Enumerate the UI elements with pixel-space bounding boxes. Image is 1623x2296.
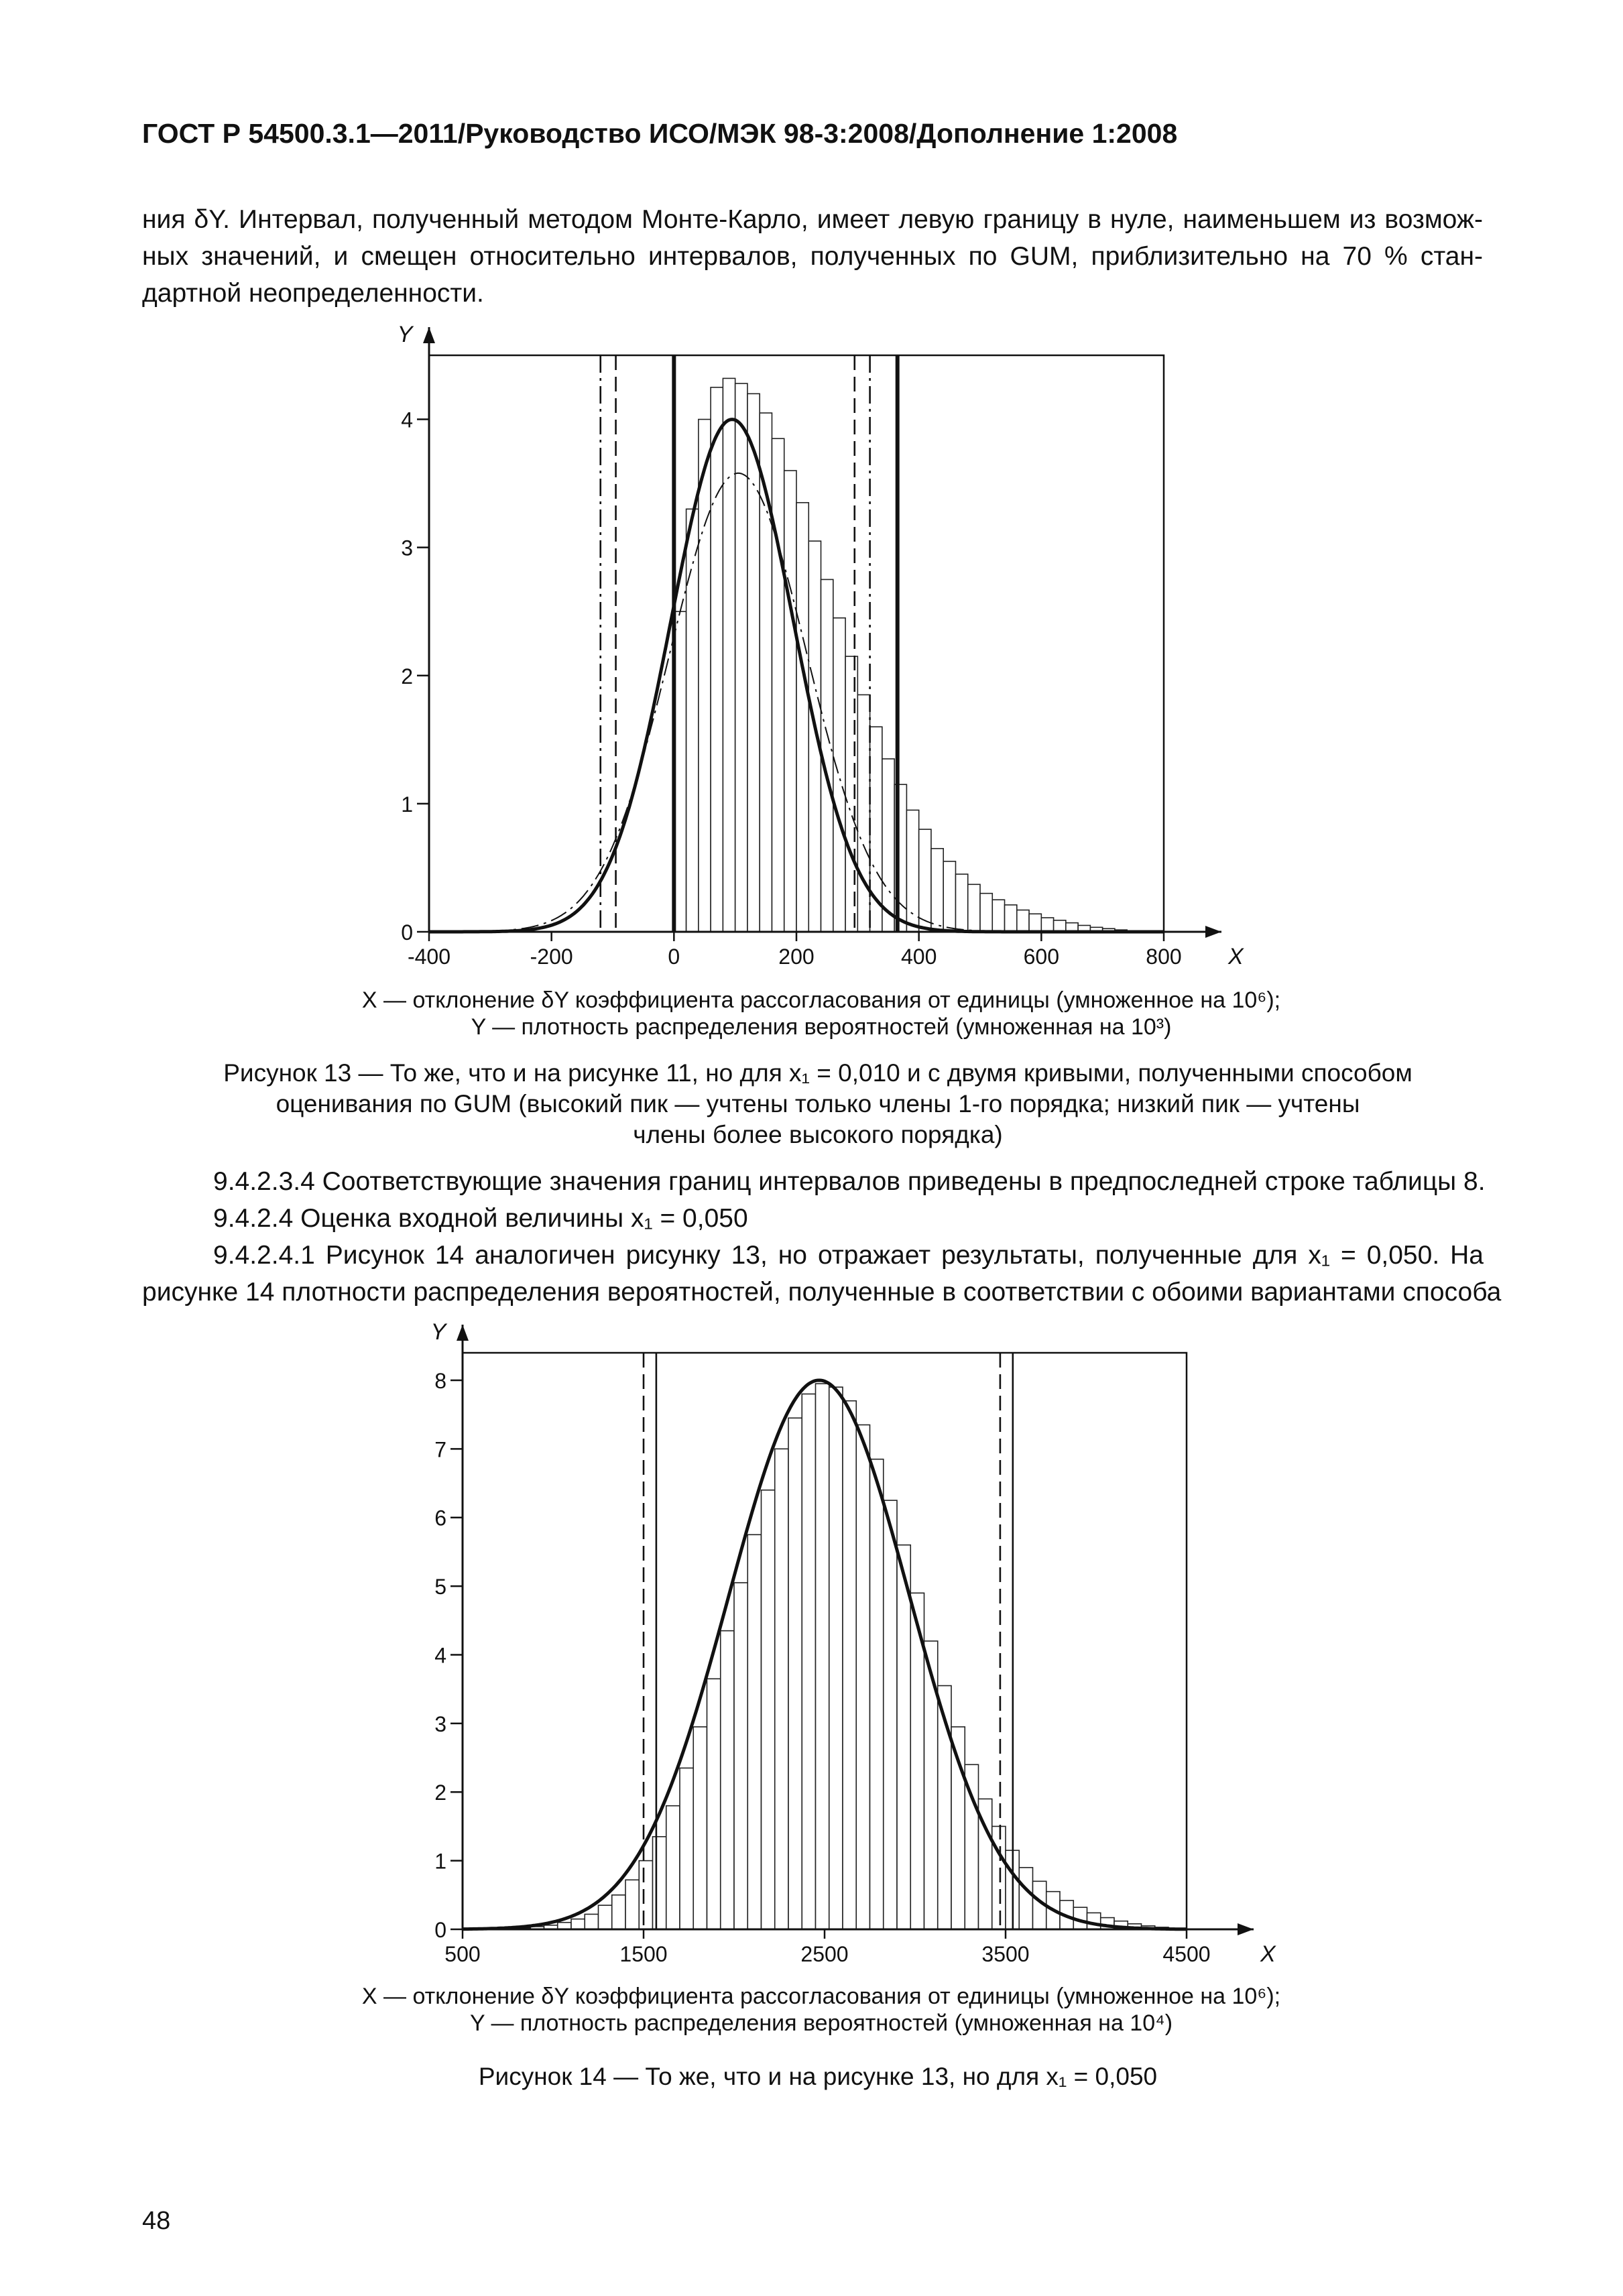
fig14-histogram-bar — [788, 1418, 802, 1929]
fig13-caption-line-2: оценивания по GUM (высокий пик — учтены только члены 1-го порядка; низкий пик — учтены — [276, 1090, 1360, 1117]
fig13-histogram-bar — [1054, 920, 1066, 932]
page-number: 48 — [142, 2207, 171, 2235]
fig14-y-axis-description: Y — плотность распределения вероятностей (умноженная на 10⁴) — [469, 2010, 1173, 2036]
fig14-histogram-bar — [721, 1631, 734, 1929]
fig13-histogram-bar — [772, 438, 784, 932]
fig14-y-tick-label: 3 — [434, 1711, 446, 1736]
section-9-4-2-4: 9.4.2.4 Оценка входной величины x₁ = 0,050 — [213, 1204, 748, 1233]
fig14-histogram-bar — [775, 1449, 788, 1929]
figure-13-chart — [375, 315, 1287, 979]
fig13-x-tick-label: 600 — [1023, 945, 1060, 969]
fig14-histogram-bar — [829, 1387, 843, 1929]
fig14-x-axis-arrow — [1238, 1923, 1254, 1935]
section-9-4-2-3-4: 9.4.2.3.4 Соответствующие значения границ интервалов приведены в предпоследней строке таблицы 8. — [213, 1167, 1486, 1196]
fig14-histogram-bar — [639, 1861, 652, 1929]
fig14-x-tick-label: 500 — [444, 1942, 481, 1966]
fig14-histogram-bar — [816, 1384, 829, 1929]
fig14-x-tick-label: 3500 — [981, 1942, 1030, 1966]
fig13-histogram-bar — [943, 861, 955, 932]
fig13-histogram-bar — [723, 378, 735, 932]
fig13-histogram-bar — [857, 694, 869, 932]
fig13-x-axis-arrow — [1205, 926, 1221, 938]
fig14-histogram-bar — [884, 1500, 897, 1929]
fig14-histogram-bar — [897, 1545, 910, 1929]
fig13-y-axis-letter: Y — [397, 322, 413, 347]
fig13-x-tick-label: 200 — [778, 945, 815, 969]
fig13-y-axis-description: Y — плотность распределения вероятностей (умноженная на 10³) — [471, 1014, 1172, 1040]
fig13-histogram-bar — [808, 541, 821, 932]
fig14-histogram-bar — [1019, 1868, 1032, 1929]
fig14-histogram-bar — [965, 1764, 978, 1929]
fig13-y-tick-label: 2 — [401, 664, 413, 688]
fig14-x-tick-label: 2500 — [800, 1942, 849, 1966]
fig14-histogram-bar — [585, 1914, 598, 1929]
fig14-x-axis-description: X — отклонение δY коэффициента рассогласования от единицы (умноженное на 10⁶); — [361, 1984, 1281, 2009]
fig13-x-tick-label: -400 — [407, 945, 451, 969]
fig14-y-tick-label: 8 — [434, 1368, 446, 1393]
fig13-histogram-bar — [1017, 910, 1029, 932]
fig13-histogram-bar — [1005, 905, 1017, 932]
fig13-histogram-bar — [992, 900, 1004, 932]
fig14-histogram-bar — [653, 1837, 666, 1929]
fig13-y-tick-label: 1 — [401, 792, 413, 817]
fig14-y-tick-label: 6 — [434, 1506, 446, 1530]
fig13-histogram-bar — [955, 874, 967, 932]
fig14-histogram-bar — [802, 1394, 815, 1929]
fig14-histogram-bar — [612, 1895, 625, 1929]
fig14-histogram-bar — [571, 1919, 585, 1929]
fig14-histogram-bar — [1087, 1913, 1101, 1929]
fig13-histogram-bar — [686, 509, 699, 932]
fig13-histogram-bar — [1041, 918, 1053, 932]
figure-14-chart — [396, 1313, 1287, 1976]
fig13-histogram-bar — [711, 387, 723, 932]
fig14-y-tick-label: 5 — [434, 1575, 446, 1599]
section-9-4-2-4-1-line-1: 9.4.2.4.1 Рисунок 14 аналогичен рисунку 13, но отражает результаты, полученные для x₁ = 0,050. На — [213, 1241, 1484, 1270]
fig14-y-tick-label: 0 — [434, 1918, 446, 1942]
fig13-histogram-bar — [784, 471, 796, 932]
fig14-histogram-bar — [693, 1727, 707, 1929]
fig13-histogram-bar — [931, 849, 943, 932]
fig13-histogram-bar — [735, 383, 747, 932]
fig14-histogram-bar — [843, 1401, 856, 1929]
section-9-4-2-4-1-line-2: рисунке 14 плотности распределения вероятностей, полученные в соответствии с обоими вариантами способа — [142, 1278, 1502, 1307]
document-header: ГОСТ Р 54500.3.1—2011/Руководство ИСО/МЭК 98-3:2008/Дополнение 1:2008 — [142, 118, 1178, 149]
fig14-histogram-bar — [666, 1806, 680, 1929]
fig14-y-axis-letter: Y — [430, 1319, 446, 1345]
fig14-y-tick-label: 4 — [434, 1643, 446, 1668]
fig14-y-tick-label: 1 — [434, 1849, 446, 1874]
fig13-x-axis-description: X — отклонение δY коэффициента рассогласования от единицы (умноженное на 10⁶); — [361, 987, 1281, 1013]
fig14-histogram-bar — [734, 1583, 747, 1929]
fig14-y-tick-label: 2 — [434, 1780, 446, 1805]
fig13-y-tick-label: 3 — [401, 536, 413, 560]
fig14-x-tick-label: 4500 — [1162, 1942, 1211, 1966]
fig13-histogram-bar — [980, 894, 992, 932]
fig14-histogram-bar — [599, 1905, 612, 1929]
fig13-histogram-bar — [919, 829, 931, 932]
fig14-histogram-bar — [680, 1768, 693, 1929]
fig13-histogram-bar — [833, 618, 845, 932]
fig14-histogram-bar — [747, 1534, 761, 1929]
fig14-y-tick-label: 7 — [434, 1437, 446, 1462]
fig13-x-tick-label: 400 — [900, 945, 937, 969]
fig13-x-tick-label: 0 — [668, 945, 680, 969]
intro-line-2: ных значений, и смещен относительно интервалов, полученных по GUM, приблизительно на 70 % стан- — [142, 242, 1483, 271]
fig13-caption-line-3: члены более высокого порядка) — [633, 1121, 1003, 1148]
fig13-x-axis-letter: X — [1228, 944, 1244, 969]
fig13-y-tick-label: 0 — [401, 920, 413, 945]
fig13-histogram-bar — [845, 656, 857, 932]
fig14-histogram-bar — [762, 1490, 775, 1929]
fig14-histogram-bar — [870, 1459, 884, 1929]
fig13-y-axis-arrow — [423, 327, 435, 343]
fig13-caption-line-1: Рисунок 13 — То же, что и на рисунке 11, но для x₁ = 0,010 и с двумя кривыми, полученными способом — [223, 1059, 1412, 1087]
fig14-y-axis-arrow — [457, 1325, 469, 1341]
fig14-histogram-bar — [856, 1425, 869, 1930]
fig13-histogram-bar — [796, 503, 808, 932]
intro-line-3: дартной неопределенности. — [142, 279, 484, 308]
fig14-histogram-bar — [625, 1880, 639, 1929]
fig13-histogram-bar — [699, 420, 711, 932]
intro-line-1: ния δY. Интервал, полученный методом Монте-Карло, имеет левую границу в нуле, наименьшем из возмож- — [142, 205, 1483, 234]
fig13-x-tick-label: 800 — [1146, 945, 1182, 969]
fig14-x-axis-letter: X — [1260, 1941, 1276, 1967]
fig14-histogram-bar — [558, 1923, 571, 1929]
fig13-histogram-bar — [968, 884, 980, 932]
fig13-x-tick-label: -200 — [530, 945, 573, 969]
fig14-x-tick-label: 1500 — [619, 1942, 668, 1966]
fig14-histogram-bar — [707, 1679, 721, 1929]
fig13-y-tick-label: 4 — [401, 408, 413, 432]
fig13-histogram-bar — [1029, 914, 1041, 932]
fig14-caption: Рисунок 14 — То же, что и на рисунке 13, но для x₁ = 0,050 — [478, 2063, 1158, 2090]
fig13-histogram-bar — [747, 394, 760, 932]
